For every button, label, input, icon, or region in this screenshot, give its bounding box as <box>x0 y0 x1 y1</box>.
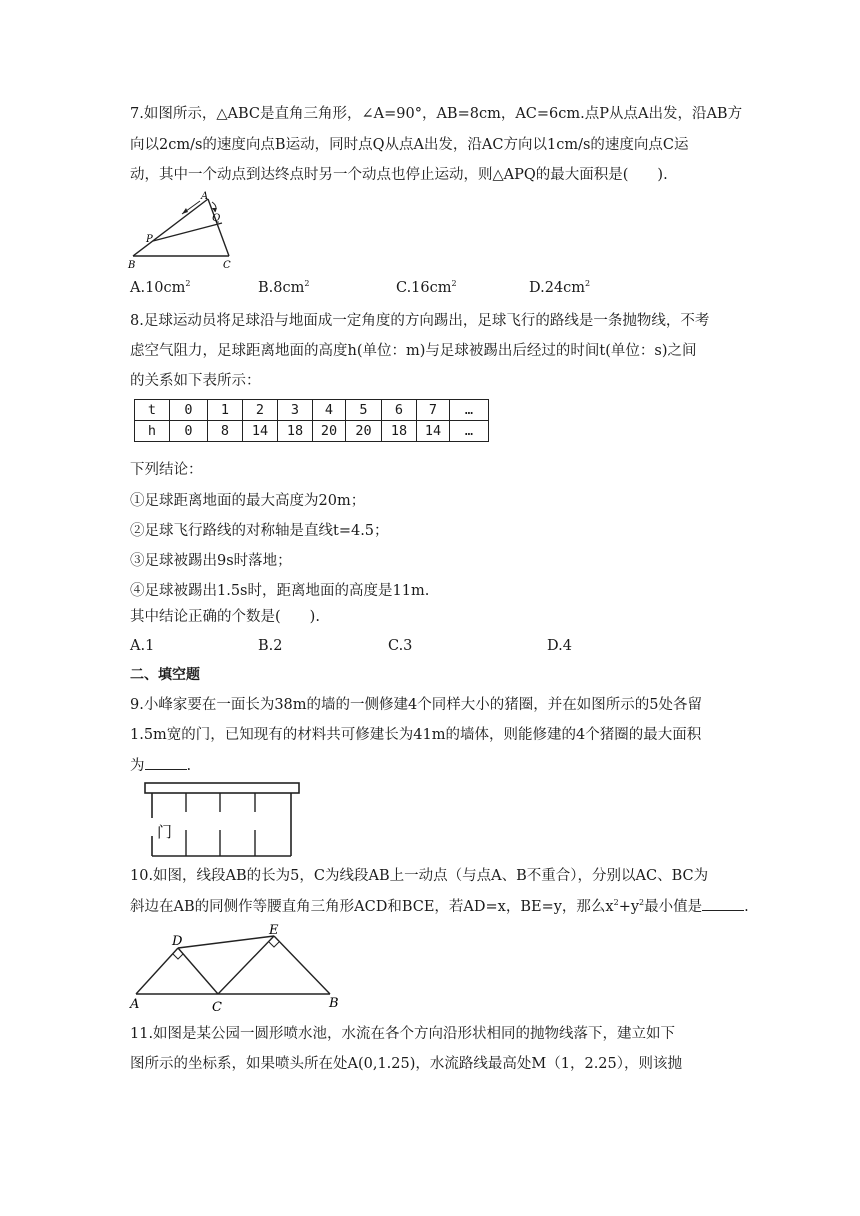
q7-label-b: B <box>128 260 136 271</box>
q7-option-b[interactable]: $B.8cm^2$ <box>258 279 310 296</box>
q7-option-d[interactable]: $D.24cm^2$ <box>529 279 591 296</box>
q7-option-a[interactable]: $A.10cm^2$ <box>130 279 191 296</box>
table-row <box>135 400 489 421</box>
table-cell: 3 <box>278 400 313 421</box>
table-cell: 0 <box>170 400 208 421</box>
q8-option-d[interactable]: D.4 <box>547 638 572 654</box>
q8-question: 其中结论正确的个数是( ). <box>130 609 320 625</box>
table-cell: 1 <box>208 400 243 421</box>
q11-text-line-1: 11.如图是某公园一圆形喷水池，水流在各个方向沿形状相同的抛物线落下，建立如下 <box>130 1026 676 1042</box>
q11-text-line-2: 图所示的坐标系，如果喷头所在处A(0,1.25)，水流路线最高处M（1，2.25），则该抛 <box>130 1056 683 1072</box>
q7-triangle-figure <box>126 190 238 272</box>
q10-label-b: B <box>329 996 339 1011</box>
q8-conclusion-4: ④足球被踢出1.5s时，距离地面的高度是11m. <box>130 583 430 599</box>
q8-option-b[interactable]: B.2 <box>258 638 283 654</box>
q8-conclusion-1: ①足球距离地面的最大高度为20m； <box>130 493 366 509</box>
q7-option-c[interactable]: $C.16cm^2$ <box>396 279 457 296</box>
table-cell: 20 <box>346 421 382 442</box>
q8-conclusion-3: ③足球被踢出9s时落地； <box>130 553 292 569</box>
q10-label-e: E <box>269 923 279 938</box>
q10-text-line-1: 10.如图，线段AB的长为5，C为线段AB上一动点（与点A、B不重合），分别以AC、BC为 <box>130 868 709 884</box>
table-cell: 8 <box>208 421 243 442</box>
q8-conclusion-2: ②足球飞行路线的对称轴是直线t=4.5； <box>130 523 389 539</box>
answer-blank[interactable] <box>145 755 187 770</box>
q7-label-a: A <box>201 191 209 202</box>
section-title: 二、填空题 <box>130 667 200 683</box>
q7-text-line-1: 7.如图所示，△ABC是直角三角形，∠A=90°，AB=8cm，AC=6cm.点P从点A出发，沿AB方 <box>130 106 743 122</box>
table-cell: 5 <box>346 400 382 421</box>
q9-door-label: 门 <box>157 823 173 841</box>
q10-label-a: A <box>130 997 140 1012</box>
table-cell: 20 <box>313 421 346 442</box>
table-cell: 18 <box>382 421 417 442</box>
table-cell: 7 <box>417 400 450 421</box>
answer-blank[interactable] <box>702 896 744 911</box>
q9-text-line-3: 为 . <box>130 755 191 776</box>
table-cell: 0 <box>170 421 208 442</box>
q8-text-line-3: 的关系如下表所示： <box>130 373 261 389</box>
table-cell: 18 <box>278 421 313 442</box>
q7-text-line-2: 向以2cm/s的速度向点B运动，同时点Q从点A出发，沿AC方向以1cm/s的速度向点C运 <box>130 137 689 153</box>
q8-option-c[interactable]: C.3 <box>388 638 413 654</box>
q9-text-line-1: 9.小峰家要在一面长为38m的墙的一侧修建4个同样大小的猪圈，并在如图所示的5处各留 <box>130 697 702 713</box>
table-cell: 6 <box>382 400 417 421</box>
table-cell: 14 <box>417 421 450 442</box>
table-cell: … <box>450 421 489 442</box>
table-row <box>135 421 489 442</box>
q8-conclusion-intro: 下列结论： <box>130 462 203 478</box>
q8-data-table <box>134 399 489 442</box>
q9-pigpen-figure <box>143 780 305 860</box>
table-cell: 14 <box>243 421 278 442</box>
table-cell: h <box>135 421 170 442</box>
q7-label-p: P <box>146 234 153 245</box>
q7-label-c: C <box>223 260 231 271</box>
q8-option-a[interactable]: A.1 <box>130 638 155 654</box>
q10-text-line-2: 斜边在AB的同侧作等腰直角三角形ACD和BCE，若AD=x，BE=y，那么$x^2+y^2$最小值是 . <box>130 896 749 917</box>
table-cell: 4 <box>313 400 346 421</box>
q10-label-c: C <box>212 1000 222 1015</box>
q7-text-line-3: 动，其中一个动点到达终点时另一个动点也停止运动，则△APQ的最大面积是( ). <box>130 167 668 183</box>
q8-text-line-2: 虑空气阻力，足球距离地面的高度h(单位：m)与足球被踢出后经过的时间t(单位：s)之间 <box>130 343 697 359</box>
table-cell: t <box>135 400 170 421</box>
q10-triangles-figure <box>128 920 348 1015</box>
q7-label-q: Q <box>212 213 221 224</box>
table-cell: 2 <box>243 400 278 421</box>
q8-text-line-1: 8.足球运动员将足球沿与地面成一定角度的方向踢出，足球飞行的路线是一条抛物线，不考 <box>130 313 710 329</box>
q9-text-line-2: 1.5m宽的门，已知现有的材料共可修建长为41m的墙体，则能修建的4个猪圈的最大面积 <box>130 727 702 743</box>
table-cell: … <box>450 400 489 421</box>
q10-label-d: D <box>172 934 183 949</box>
